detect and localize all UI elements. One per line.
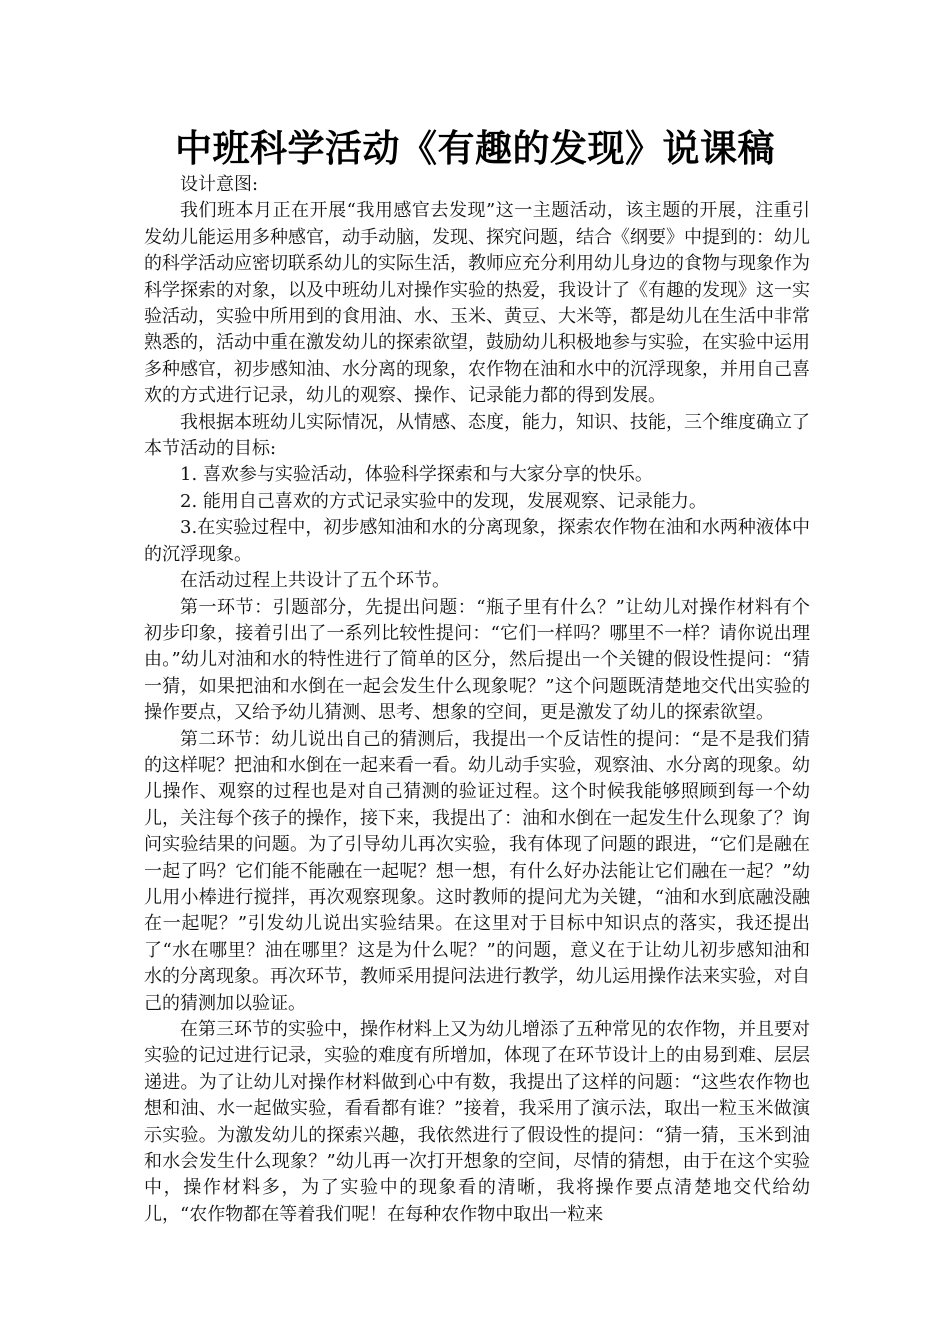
paragraph-design-intent: 我们班本月正在开展“我用感官去发现”这一主题活动，该主题的开展，注重引发幼儿能运用多种感官，动手动脑，发现、探究问题，结合《纲要》中提到的：幼儿的科学活动应密切联系幼儿的实际生活，教师应充分利用幼儿身边的食物与现象作为科学探索的对象，以及中班幼儿对操作实验的热爱，我设计了《有趣的发现》这一实验活动，实验中所用到的食用油、水、玉米、黄豆、大米等，都是幼儿在生活中非常熟悉的，活动中重在激发幼儿的探索欲望，鼓励幼儿积极地参与实验，在实验中运用多种感官，初步感知油、水分离的现象，农作物在油和水中的沉浮现象，并用自己喜欢的方式进行记录，幼儿的观察、操作、记录能力都的得到发展。 bbox=[144, 200, 810, 407]
paragraph-goal-1: 1. 喜欢参与实验活动，体验科学探索和与大家分享的快乐。 bbox=[180, 464, 653, 486]
paragraph-goal-2: 2. 能用自己喜欢的方式记录实验中的发现，发展观察、记录能力。 bbox=[180, 490, 707, 512]
paragraph-goal-3: 3.在实验过程中，初步感知油和水的分离现象，探索农作物在油和水两种液体中的沉浮现象。 bbox=[144, 517, 810, 565]
paragraph-step-2: 第二环节：幼儿说出自己的猜测后，我提出一个反诘性的提问：“是不是我们猜的这样呢？把油和水倒在一起来看一看。幼儿动手实验，观察油、水分离的现象。幼儿操作、观察的过程也是对自己猜测的验证过程。这个时候我能够照顾到每一个幼儿，关注每个孩子的操作，接下来，我提出了：油和水倒在一起发生什么现象了？询问实验结果的问题。为了引导幼儿再次实验，我有体现了问题的跟进，“它们是融在一起了吗？它们能不能融在一起呢？想一想，有什么好办法能让它们融在一起？”幼儿用小棒进行搅拌，再次观察现象。这时教师的提问尤为关键，“油和水到底融没融在一起呢？”引发幼儿说出实验结果。在这里对于目标中知识点的落实，我还提出了“水在哪里？油在哪里？这是为什么呢？”的问题，意义在于让幼儿初步感知油和水的分离现象。再次环节，教师采用提问法进行教学，幼儿运用操作法来实验，对自己的猜测加以验证。 bbox=[144, 728, 810, 1014]
paragraph-goals-intro: 我根据本班幼儿实际情况，从情感、态度，能力，知识、技能，三个维度确立了本节活动的目标: bbox=[144, 411, 810, 460]
paragraph-process-intro: 在活动过程上共设计了五个环节。 bbox=[180, 570, 450, 592]
paragraph-design-intent-heading: 设计意图: bbox=[180, 174, 259, 195]
document-title: 中班科学活动《有趣的发现》说课稿 bbox=[175, 126, 775, 170]
paragraph-step-1: 第一环节：引题部分，先提出问题：“瓶子里有什么？”让幼儿对操作材料有个初步印象，接着引出了一系列比较性提问：“它们一样吗？哪里不一样？请你说出理由。”幼儿对油和水的特性进行了简单的区分，然后提出一个关键的假设性提问：“猜一猜，如果把油和水倒在一起会发生什么现象呢？”这个问题既清楚地交代出实验的操作要点，又给予幼儿猜测、思考、想象的空间，更是激发了幼儿的探索欲望。 bbox=[144, 596, 810, 724]
document-body bbox=[144, 172, 810, 1228]
paragraph-step-3: 在第三环节的实验中，操作材料上又为幼儿增添了五种常见的农作物，并且要对实验的记过进行记录，实验的难度有所增加，体现了在环节设计上的由易到难、层层递进。为了让幼儿对操作材料做到心中有数，我提出了这样的问题：“这些农作物也想和油、水一起做实验，看看都有谁？”接着，我采用了演示法，取出一粒玉米做演示实验。为激发幼儿的探索兴趣，我依然进行了假设性的提问：“猜一猜，玉米到油和水会发生什么现象？”幼儿再一次打开想象的空间，尽情的猜想，由于在这个实验中，操作材料多，为了实验中的现象看的清晰，我将操作要点清楚地交代给幼儿，“农作物都在等着我们呢！在每种农作物中取出一粒来 bbox=[144, 1019, 810, 1225]
